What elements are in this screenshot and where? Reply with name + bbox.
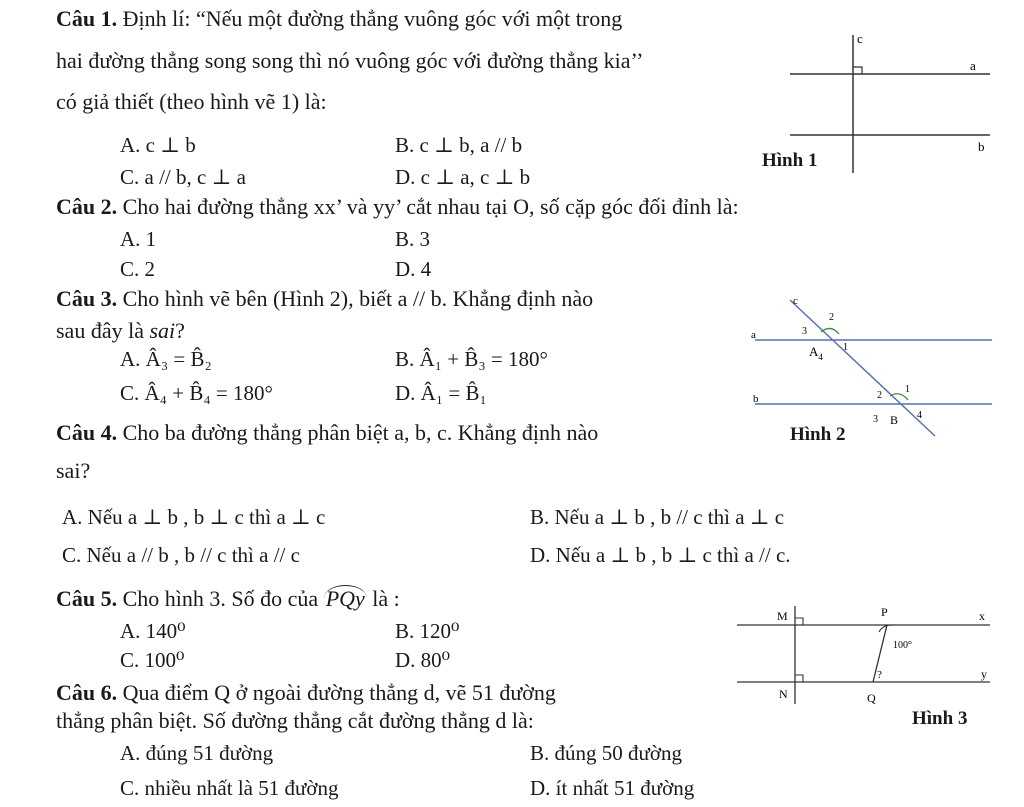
q6-option-a[interactable]: A. đúng 51 đường — [120, 741, 274, 765]
q3-text-line2a: sau đây là — [56, 318, 150, 343]
fig3-label-angle: 100° — [893, 640, 912, 651]
q1-line1 — [56, 6, 622, 32]
q6-text-line1: Qua điểm Q ở ngoài đường thẳng d, vẽ 51 đường — [122, 680, 556, 705]
q3-text-line2c: ? — [175, 318, 185, 343]
q5-text: Cho hình 3. Số đo của — [122, 586, 319, 611]
q1-option-b[interactable]: B. c ⊥ b, a // b — [395, 133, 523, 157]
figure-2-svg — [745, 290, 1000, 440]
fig3-label-y: y — [981, 667, 987, 681]
fig2-caption: Hình 2 — [790, 424, 846, 445]
q3-option-c[interactable]: C. Â₄ + B̂₄ = 180° — [120, 381, 273, 405]
fig2-label-A — [809, 344, 823, 362]
q2-line — [56, 194, 739, 220]
fig2-label-A-letter: A — [809, 344, 819, 359]
fig2-num-a2: 2 — [829, 312, 834, 323]
fig2-label-c: c — [793, 295, 798, 307]
fig3-right-angle-n — [795, 675, 803, 682]
fig3-right-angle-m — [795, 618, 803, 625]
q2-text: Cho hai đường thẳng xx’ và yy’ cắt nhau tại O, số cặp góc đối đỉnh là: — [122, 194, 739, 219]
q2-option-d[interactable]: D. 4 — [395, 257, 432, 281]
q4-option-c[interactable]: C. Nếu a // b , b // c thì a // c — [62, 543, 300, 567]
q3-line1 — [56, 286, 593, 312]
q6-text-line2: thẳng phân biệt. Số đường thẳng cắt đường thẳng d là: — [56, 708, 534, 733]
q5-tail: là : — [372, 586, 400, 611]
q2-option-b[interactable]: B. 3 — [395, 227, 431, 251]
q5-angle-pqy: PQy — [325, 586, 365, 611]
q5-option-b[interactable]: B. 120⁰ — [395, 619, 460, 643]
q2-option-a[interactable]: A. 1 — [120, 227, 157, 251]
figure-3-svg — [735, 600, 1000, 710]
q6-line1 — [56, 680, 556, 706]
q5-option-d[interactable]: D. 80⁰ — [395, 648, 451, 672]
fig3-label-P: P — [881, 605, 888, 619]
q6-option-c[interactable]: C. nhiều nhất là 51 đường — [120, 776, 339, 800]
q1-text-line3: có giả thiết (theo hình vẽ 1) là: — [56, 89, 327, 114]
figure-2 — [745, 290, 1000, 440]
fig1-caption: Hình 1 — [762, 150, 818, 171]
fig2-label-B: B — [890, 413, 899, 427]
q2-option-c[interactable]: C. 2 — [120, 257, 156, 281]
q5-line — [56, 586, 400, 612]
fig1-label-b: b — [978, 139, 985, 154]
q3-option-b[interactable]: B. Â₁ + B̂₃ = 180° — [395, 347, 548, 371]
fig2-label-A-sub: 4 — [818, 352, 823, 362]
fig2-num-b3: 3 — [873, 414, 878, 425]
fig3-angle-arc-p — [879, 625, 895, 632]
q1-option-c[interactable]: C. a // b, c ⊥ a — [120, 165, 246, 189]
fig1-right-angle-mark — [853, 67, 862, 74]
q4-text-line2: sai? — [56, 458, 91, 483]
q5-option-c[interactable]: C. 100⁰ — [120, 648, 185, 672]
q2-number: Câu 2. — [56, 194, 118, 219]
fig3-label-M: M — [777, 609, 788, 623]
q6-number: Câu 6. — [56, 680, 118, 705]
q4-option-b[interactable]: B. Nếu a ⊥ b , b // c thì a ⊥ c — [530, 505, 785, 529]
q3-text-sai: sai — [149, 318, 176, 343]
fig1-label-c: c — [857, 31, 863, 46]
q6-option-b[interactable]: B. đúng 50 đường — [530, 741, 682, 765]
figure-3 — [735, 600, 1000, 710]
fig2-label-a: a — [751, 329, 756, 341]
fig3-label-N: N — [779, 687, 788, 701]
q3-line2 — [56, 318, 185, 344]
q1-option-d[interactable]: D. c ⊥ a, c ⊥ b — [395, 165, 531, 189]
q1-text-line1: Định lí: “Nếu một đường thẳng vuông góc với một trong — [122, 6, 623, 31]
q4-number: Câu 4. — [56, 420, 118, 445]
q3-number: Câu 3. — [56, 286, 118, 311]
q4-line1 — [56, 420, 598, 446]
q3-text-line1: Cho hình vẽ bên (Hình 2), biết a // b. Khẳng định nào — [122, 286, 594, 311]
q4-option-d[interactable]: D. Nếu a ⊥ b , b ⊥ c thì a // c. — [530, 543, 791, 567]
fig2-num-a1: 1 — [843, 342, 848, 353]
fig2-num-b2: 2 — [877, 390, 882, 401]
q5-option-a[interactable]: A. 140⁰ — [120, 619, 186, 643]
fig2-num-b4: 4 — [917, 410, 922, 421]
q5-number: Câu 5. — [56, 586, 118, 611]
fig2-line-c — [790, 300, 935, 436]
fig3-label-x: x — [979, 609, 985, 623]
q3-option-a[interactable]: A. Â₃ = B̂₂ — [120, 347, 212, 371]
fig3-label-Q: Q — [867, 691, 876, 705]
q1-option-a[interactable]: A. c ⊥ b — [120, 133, 196, 157]
q3-option-d[interactable]: D. Â₁ = B̂₁ — [395, 381, 487, 405]
fig2-label-b: b — [753, 393, 759, 405]
q1-text-line2: hai đường thẳng song song thì nó vuông góc với đường thẳng kia’’ — [56, 48, 644, 73]
fig1-label-a: a — [970, 58, 976, 73]
fig2-num-a3: 3 — [802, 326, 807, 337]
q1-number: Câu 1. — [56, 6, 118, 31]
q6-option-d[interactable]: D. ít nhất 51 đường — [530, 776, 695, 800]
fig3-caption: Hình 3 — [912, 708, 968, 729]
q4-text-line1: Cho ba đường thẳng phân biệt a, b, c. Khẳng định nào — [122, 420, 599, 445]
q4-option-a[interactable]: A. Nếu a ⊥ b , b ⊥ c thì a ⊥ c — [62, 505, 326, 529]
fig3-label-unknown: ? — [877, 669, 882, 681]
fig2-num-b1: 1 — [905, 384, 910, 395]
